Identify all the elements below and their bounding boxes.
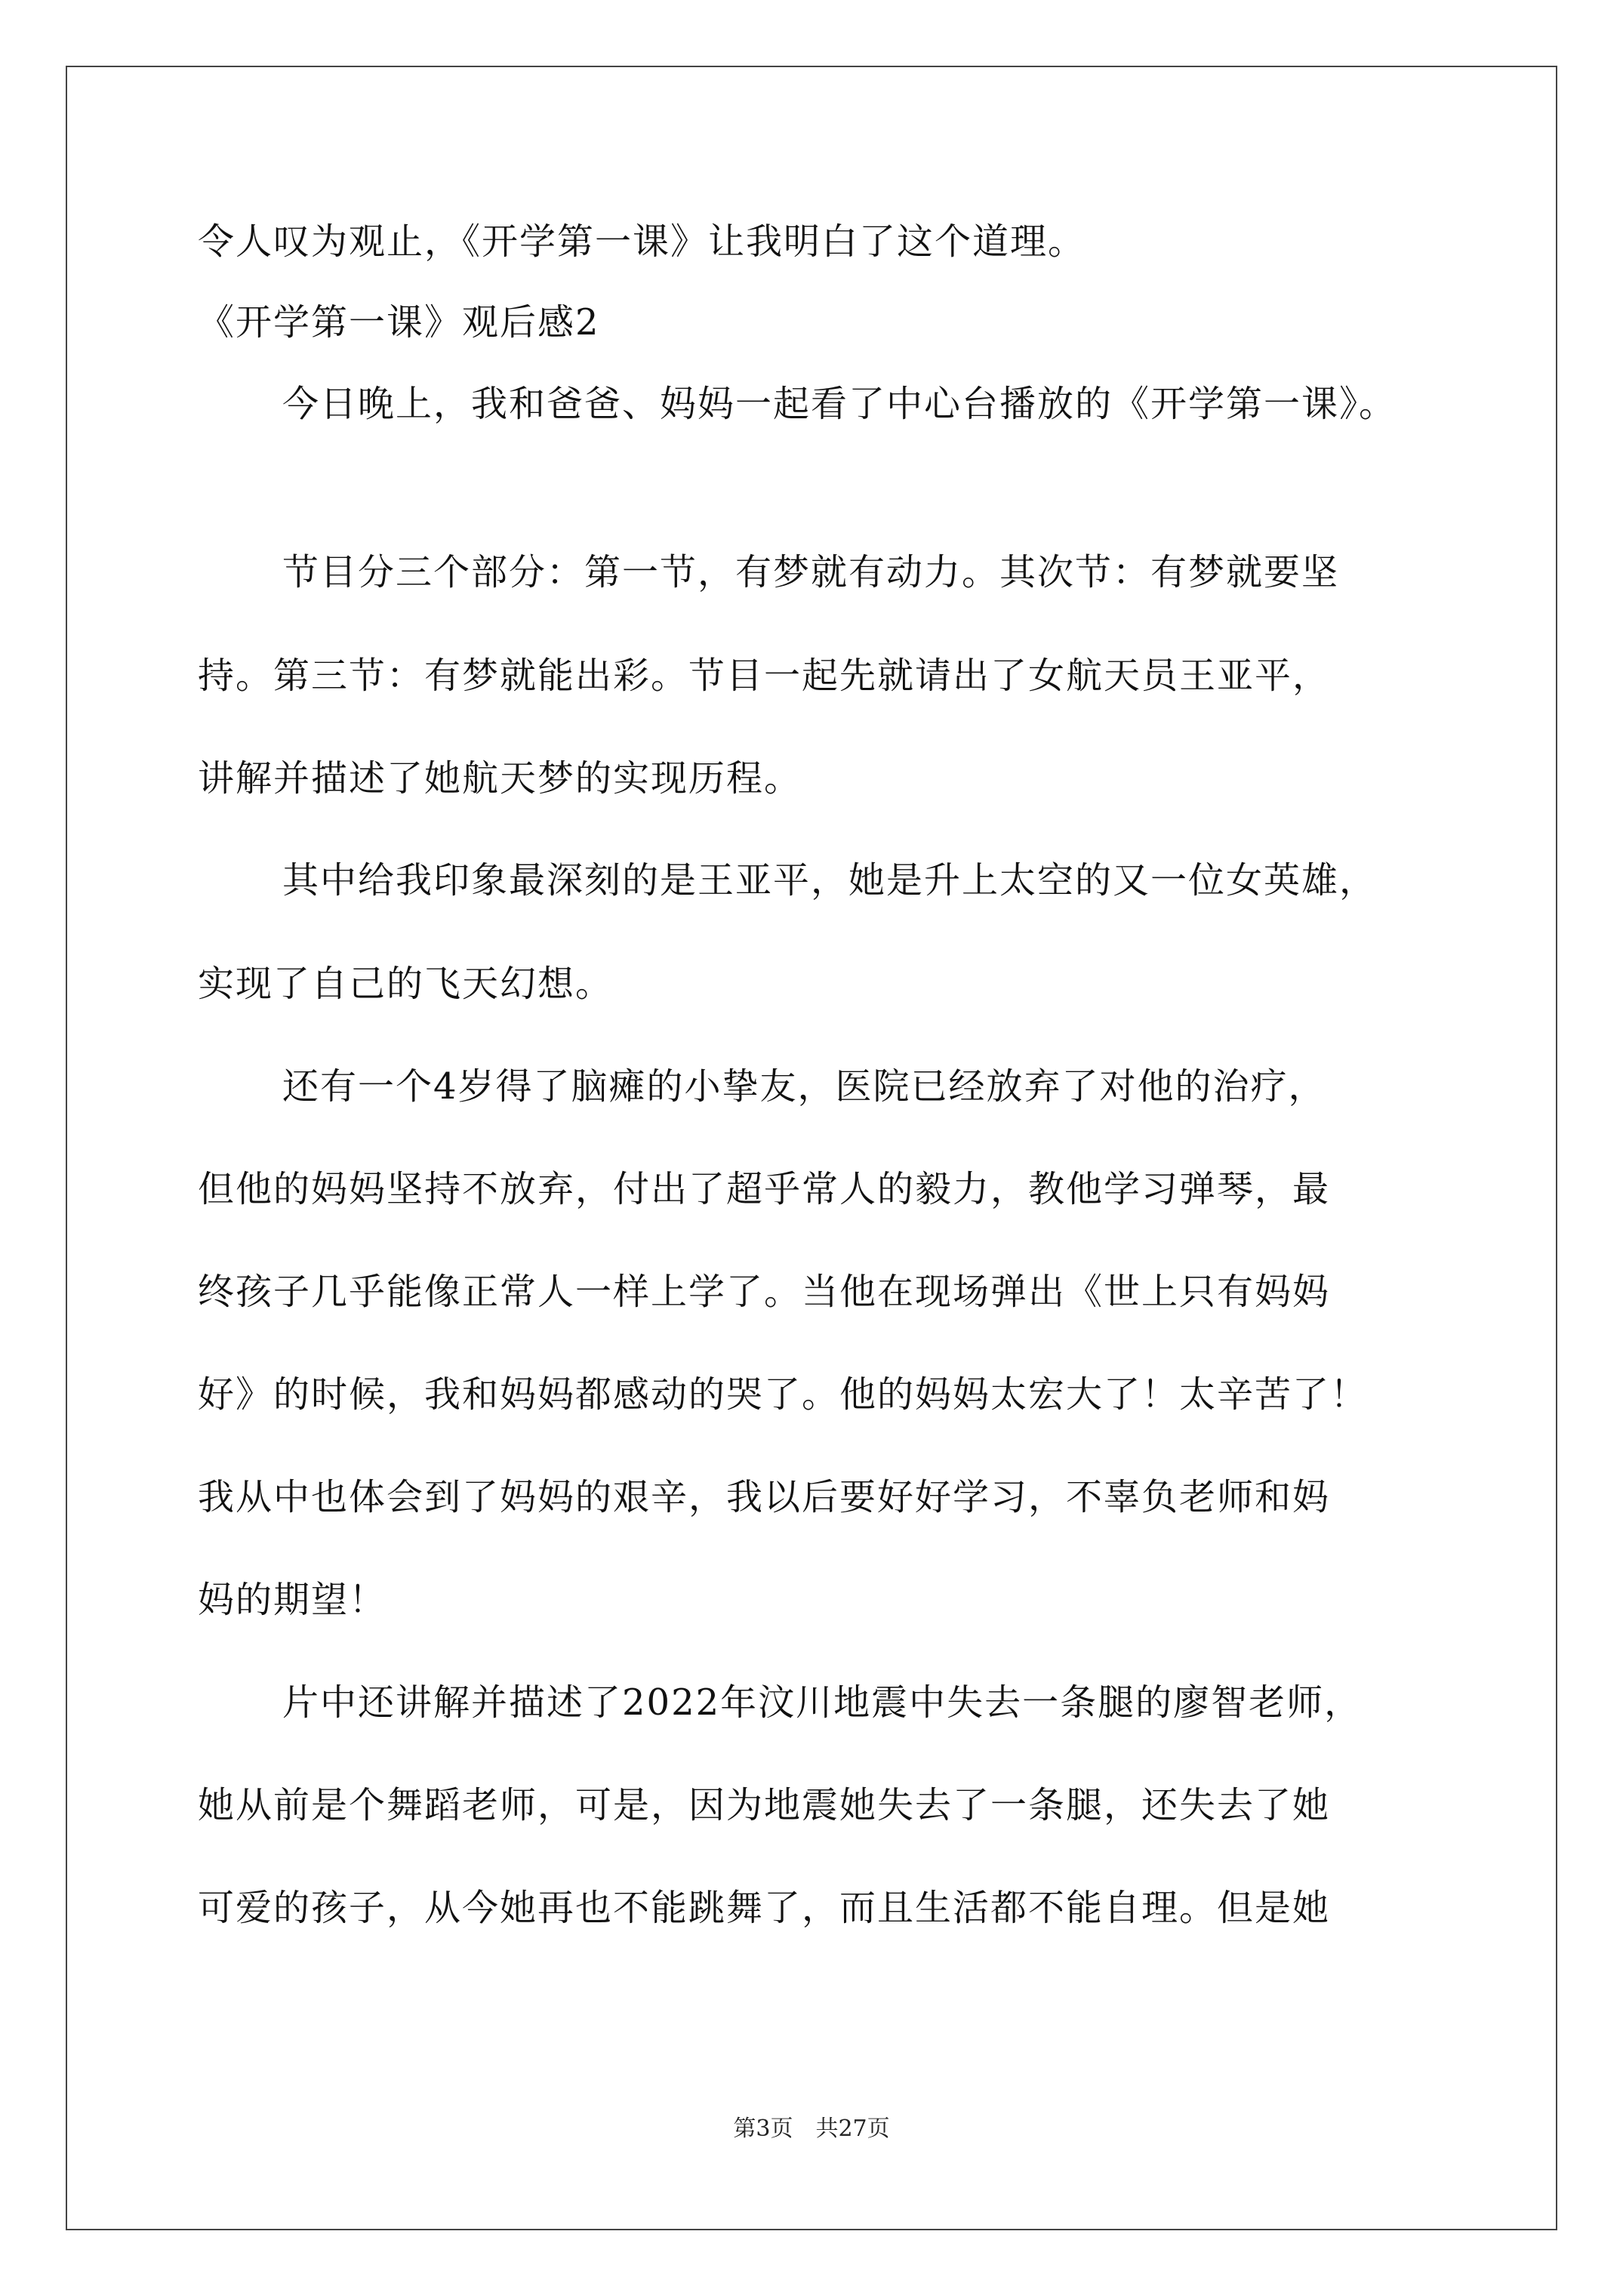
text-line: 她从前是个舞蹈老师，可是，因为地震她失去了一条腿，还失去了她 — [198, 1784, 1331, 1826]
page-footer — [0, 2114, 1623, 2144]
text-line: 其中给我印象最深刻的是王亚平，她是升上太空的又一位女英雄， — [282, 859, 1378, 901]
page-total: 共27页 — [815, 2116, 890, 2142]
text-line: 讲解并描述了她航天梦的实现历程。 — [198, 757, 802, 800]
text-line: 妈的期望！ — [198, 1579, 387, 1621]
text-line: 今日晚上，我和爸爸、妈妈一起看了中心台播放的《开学第一课》。 — [282, 383, 1397, 425]
text-line: 但他的妈妈坚持不放弃，付出了超乎常人的毅力，教他学习弹琴，最 — [198, 1168, 1331, 1210]
section-heading: 《开学第一课》观后感2 — [198, 301, 600, 344]
text-line: 令人叹为观止，《开学第一课》让我明白了这个道理。 — [198, 220, 1086, 263]
text-line: 片中还讲解并描述了2022年汶川地震中失去一条腿的廖智老师， — [282, 1681, 1363, 1724]
text-line: 可爱的孩子，从今她再也不能跳舞了，而且生活都不能自理。但是她 — [198, 1887, 1331, 1929]
page-number: 第3页 — [733, 2116, 793, 2142]
text-line: 节目分三个部分：第一节，有梦就有动力。其次节：有梦就要坚 — [282, 551, 1340, 593]
text-line: 实现了自己的飞天幻想。 — [198, 963, 614, 1005]
text-line: 我从中也体会到了妈妈的艰辛，我以后要好好学习，不辜负老师和妈 — [198, 1476, 1331, 1518]
text-line: 持。第三节：有梦就能出彩。节目一起先就请出了女航天员王亚平， — [198, 655, 1331, 697]
text-line: 还有一个4岁得了脑瘫的小挚友，医院已经放弃了对他的治疗， — [282, 1065, 1326, 1108]
text-line: 好》的时候，我和妈妈都感动的哭了。他的妈妈太宏大了！太辛苦了！ — [198, 1373, 1369, 1416]
text-line: 终孩子几乎能像正常人一样上学了。当他在现场弹出《世上只有妈妈 — [198, 1271, 1331, 1313]
